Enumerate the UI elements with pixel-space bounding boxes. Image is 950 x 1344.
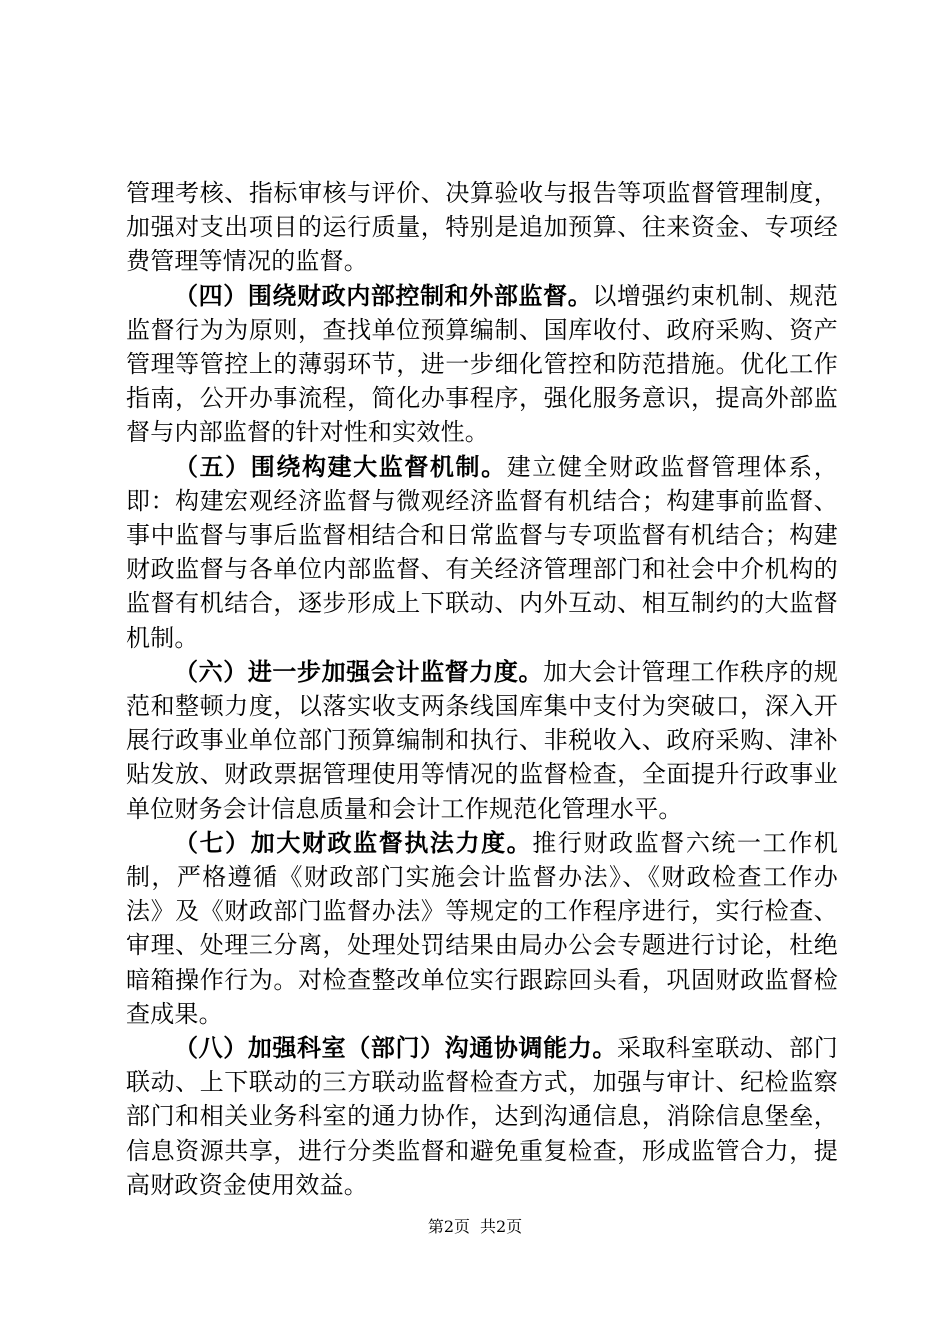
- section-paragraph: [126, 826, 838, 1031]
- section-paragraph: [126, 279, 838, 450]
- page-number: 第2页: [427, 1217, 470, 1236]
- section-body: 建立健全财政监督管理体系，即：构建宏观经济监督与微观经济监督有机结合；构建事前监督、事中监督与事后监督相结合和日常监督与专项监督有机结合；构建财政监督与各单位内部监督、有关经济管理部门和社会中介机构的监督有机结合，逐步形成上下联动、内外互动、相互制约的大监督机制。: [126, 452, 838, 652]
- section-heading: （四）围绕财政内部控制和外部监督。: [174, 281, 593, 310]
- section-body: 采取科室联动、部门联动、上下联动的三方联动监督检查方式，加强与审计、纪检监察部门和相关业务科室的通力协作，达到沟通信息，消除信息堡垒，信息资源共享，进行分类监督和避免重复检查，形成监管合力，提高财政资金使用效益。: [126, 1034, 838, 1199]
- section-heading: （八）加强科室（部门）沟通协调能力。: [174, 1034, 617, 1063]
- section-heading: （六）进一步加强会计监督力度。: [174, 657, 544, 686]
- section-paragraph: [126, 450, 838, 655]
- page-footer: [0, 1214, 950, 1237]
- section-body: 推行财政监督六统一工作机制，严格遵循《财政部门实施会计监督办法》、《财政检查工作办法》及《财政部门监督办法》等规定的工作程序进行，实行检查、审理、处理三分离，处理处罚结果由局办公会专题进行讨论，杜绝暗箱操作行为。对检查整改单位实行跟踪回头看，巩固财政监督检查成果。: [126, 828, 838, 1028]
- opening-paragraph: 管理考核、指标审核与评价、决算验收与报告等项监督管理制度，加强对支出项目的运行质量，特别是追加预算、往来资金、专项经费管理等情况的监督。: [126, 179, 838, 276]
- section-heading: （五）围绕构建大监督机制。: [174, 452, 507, 481]
- section-heading: （七）加大财政监督执法力度。: [174, 828, 533, 857]
- section-body: 以增强约束机制、规范监督行为为原则，查找单位预算编制、国库收付、政府采购、资产管理等管控上的薄弱环节，进一步细化管控和防范措施。优化工作指南，公开办事流程，简化办事程序，强化服务意识，提高外部监督与内部监督的针对性和实效性。: [126, 281, 838, 447]
- section-paragraph: [126, 1031, 838, 1202]
- section-body: 加大会计管理工作秩序的规范和整顿力度，以落实收支两条线国库集中支付为突破口，深入开展行政事业单位部门预算编制和执行、非税收入、政府采购、津补贴发放、财政票据管理使用等情况的监督检查，全面提升行政事业单位财务会计信息质量和会计工作规范化管理水平。: [126, 657, 839, 823]
- document-body: [126, 176, 838, 1202]
- section-paragraph: [126, 655, 838, 826]
- page-total: 共2页: [480, 1217, 523, 1236]
